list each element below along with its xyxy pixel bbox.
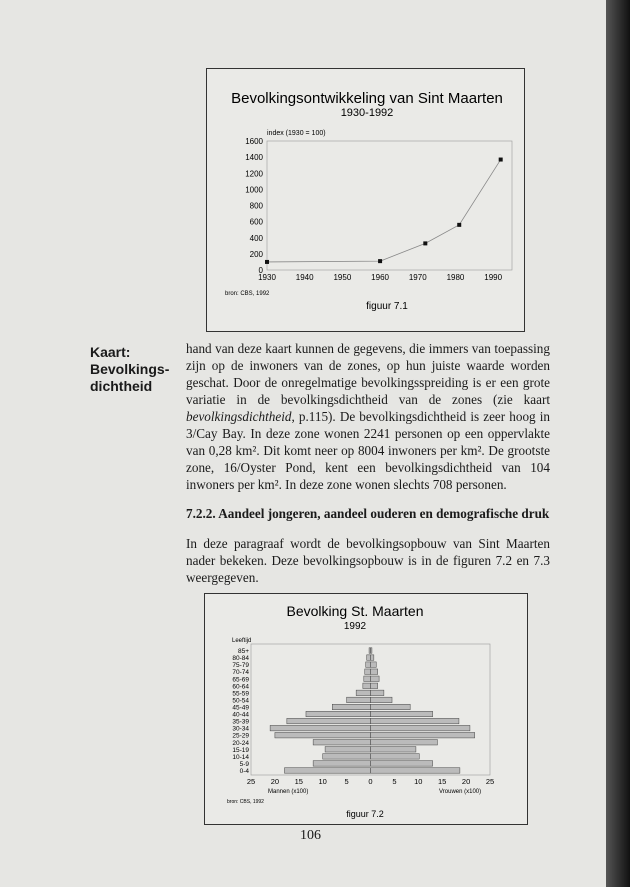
chart-title: Bevolking St. Maarten (286, 603, 424, 619)
x-tick-label: 1970 (408, 273, 427, 282)
x-tick-label: 20 (270, 777, 280, 786)
figure-7-2 (204, 593, 528, 825)
text: , p.115). De bevolkingsdichtheid is zeer hoog in 3/Cay Bay. In deze zone wonen 2241 personen op een oppervlakte van 0,28 km². Dit komt neer op 8004 inwoners per km². De grootste zone, 16/Oyster Pond, kent een bevolkingsdichtheid van 104 inwoners per km². In deze zone wonen slechts 708 personen. (186, 409, 550, 492)
x-tick-label: 1940 (295, 273, 314, 282)
female-bar (371, 648, 372, 653)
female-bar (371, 697, 393, 702)
line-chart (207, 69, 524, 331)
x-tick-label: 0 (368, 777, 373, 786)
x-axis-label-right: Vrouwen (x100) (439, 789, 482, 795)
x-tick-label: 5 (344, 777, 349, 786)
section-heading: 7.2.2. Aandeel jongeren, aandeel ouderen en demografische druk (186, 506, 550, 521)
male-bar (275, 732, 371, 737)
male-bar (347, 697, 371, 702)
y-axis-label: Leeftijd (232, 638, 252, 644)
age-label: 35-39 (232, 718, 249, 726)
data-point (457, 223, 461, 227)
age-label: 85+ (237, 648, 249, 656)
female-bar (371, 768, 460, 773)
data-point (378, 259, 382, 263)
male-bar (313, 761, 370, 766)
age-label: 30-34 (232, 725, 249, 733)
y-tick-label: 400 (249, 233, 263, 243)
x-tick-label: 15 (438, 777, 447, 786)
x-tick-label: 25 (485, 777, 495, 786)
y-axis-label: index (1930 = 100) (267, 130, 326, 137)
male-bar (364, 676, 371, 681)
age-label: 0-4 (239, 768, 249, 775)
y-tick-label: 1600 (245, 137, 263, 146)
age-label: 70-74 (232, 669, 249, 677)
side-heading (90, 344, 169, 395)
plot-frame (267, 141, 512, 270)
female-bar (371, 740, 438, 745)
male-bar (356, 690, 370, 695)
age-label: 15-19 (232, 746, 249, 754)
y-tick-label: 1000 (245, 185, 263, 195)
female-bar (371, 747, 416, 752)
female-bar (371, 711, 433, 716)
text-column (186, 340, 550, 825)
male-bar (367, 655, 371, 660)
age-label: 75-79 (232, 662, 249, 670)
x-tick-label: 10 (318, 777, 327, 786)
x-tick-label: 1950 (333, 273, 352, 282)
chart-subtitle: 1992 (343, 621, 367, 632)
age-label: 20-24 (232, 739, 249, 747)
male-bar (284, 768, 370, 773)
female-bar (371, 669, 378, 674)
y-tick-label: 1200 (245, 169, 263, 179)
chart-title: Bevolkingsontwikkeling van Sint Maarten (231, 90, 503, 107)
female-bar (371, 704, 411, 709)
female-bar (371, 761, 433, 766)
female-bar (371, 690, 384, 695)
paragraph (186, 340, 550, 493)
data-point (499, 158, 503, 162)
x-axis-label-left: Mannen (x100) (268, 789, 309, 795)
figure-caption: figuur 7.2 (346, 809, 384, 819)
female-bar (371, 676, 380, 681)
female-bar (371, 662, 377, 667)
x-tick-label: 1960 (371, 273, 389, 282)
x-tick-label: 10 (414, 777, 423, 786)
female-bar (371, 655, 374, 660)
paragraph: In deze paragraaf wordt de bevolkingsopbouw van Sint Maarten nader bekeken. Deze bevolkingsopbouw is in de figuren 7.2 en 7.3 weergegeven. (186, 536, 550, 585)
side-heading-line: dichtheid (90, 378, 153, 394)
female-bar (371, 718, 459, 723)
x-tick-label: 1930 (258, 273, 276, 282)
scan-edge (606, 0, 630, 887)
x-tick-label: 15 (294, 777, 303, 786)
age-label: 10-14 (232, 753, 249, 761)
y-tick-label: 600 (249, 217, 263, 227)
x-tick-label: 1980 (446, 273, 465, 282)
population-pyramid (205, 594, 527, 824)
x-tick-label: 25 (246, 777, 256, 786)
x-tick-label: 1990 (484, 273, 503, 282)
male-bar (287, 718, 371, 723)
male-bar (363, 683, 371, 688)
x-tick-label: 20 (461, 777, 471, 786)
figure-7-1 (206, 68, 525, 332)
female-bar (371, 754, 420, 759)
age-label: 55-59 (232, 690, 249, 698)
female-bar (371, 732, 475, 737)
y-tick-label: 200 (249, 249, 263, 259)
y-tick-label: 1400 (245, 153, 263, 163)
age-label: 5-9 (239, 760, 249, 768)
source-label: bron: CBS, 1992 (227, 799, 264, 805)
chart-subtitle: 1930-1992 (340, 107, 394, 119)
page-number: 106 (300, 828, 321, 843)
data-point (423, 241, 427, 245)
age-label: 40-44 (232, 711, 249, 719)
italic-text: bevolkingsdichtheid (186, 409, 292, 424)
male-bar (270, 725, 370, 730)
male-bar (325, 747, 370, 752)
source-label: bron: CBS, 1992 (225, 291, 270, 297)
age-label: 50-54 (232, 697, 249, 705)
age-label: 25-29 (232, 732, 249, 740)
male-bar (323, 754, 371, 759)
male-bar (365, 669, 371, 674)
male-bar (332, 704, 370, 709)
data-point (265, 260, 269, 264)
female-bar (371, 683, 378, 688)
text: hand van deze kaart kunnen de gegevens, die immers van toepassing zijn op de inwoners van de zones, op hun juiste waarde worden geschat. Door de onregelmatige bevolkingsspreiding is er een grote variatie in de bevolkingsdichtheid van de zones (zie kaart (186, 341, 550, 407)
male-bar (306, 711, 371, 716)
y-tick-label: 0 (258, 266, 263, 275)
y-tick-label: 800 (249, 201, 263, 211)
x-tick-label: 5 (392, 777, 397, 786)
female-bar (371, 725, 470, 730)
side-heading-line: Kaart: (90, 344, 131, 360)
age-label: 65-69 (232, 676, 249, 684)
age-label: 60-64 (232, 683, 249, 691)
age-label: 45-49 (232, 704, 249, 712)
male-bar (313, 740, 370, 745)
male-bar (366, 662, 371, 667)
side-heading-line: Bevolkings- (90, 361, 170, 377)
figure-caption: figuur 7.1 (366, 301, 408, 312)
series-line (267, 160, 501, 262)
age-label: 80-84 (232, 655, 249, 663)
